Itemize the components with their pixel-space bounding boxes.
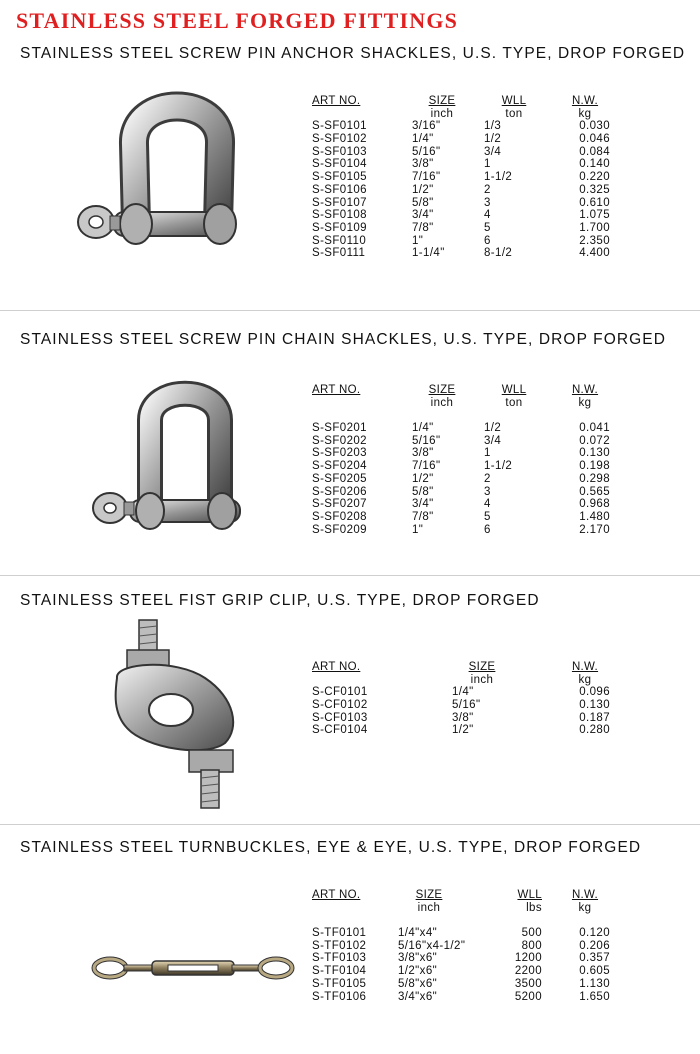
nw-value: 0.084 — [579, 145, 610, 158]
nw-value: 0.130 — [579, 699, 610, 712]
nw-value: 0.130 — [579, 447, 610, 460]
nw-value: 0.280 — [579, 724, 610, 737]
size-value: 5/8" — [412, 485, 434, 498]
wll-value: 1/3 — [484, 120, 502, 133]
size-value: 1/2" — [452, 724, 474, 737]
art-no: S-SF0111 — [312, 247, 366, 260]
size-value: 1/4" — [452, 686, 474, 699]
spec-table — [312, 95, 612, 295]
size-value: 1/4" — [412, 133, 434, 146]
size-value: 1/2" — [412, 472, 434, 485]
art-no: S-SF0110 — [312, 234, 367, 247]
nw-value: 1.075 — [579, 209, 610, 222]
size-value: 5/16" — [412, 434, 441, 447]
wll-value: 500 — [521, 927, 542, 940]
size-value: 3/4" — [412, 209, 434, 222]
wll-value: 3/4 — [484, 145, 502, 158]
art-no: S-SF0105 — [312, 171, 367, 184]
nw-value: 1.480 — [579, 510, 610, 523]
size-value: 5/8" — [412, 196, 434, 209]
art-no: S-SF0208 — [312, 510, 367, 523]
section-divider — [0, 824, 700, 825]
art-no: S-SF0106 — [312, 183, 367, 196]
size-value: 5/8"x6" — [398, 977, 438, 990]
art-no: S-SF0201 — [312, 422, 367, 435]
wll-value: 1-1/2 — [484, 460, 513, 473]
wll-value: 5 — [484, 221, 491, 234]
size-value: 5/16" — [412, 145, 441, 158]
col-header-size: SIZE — [428, 95, 456, 107]
art-no: S-SF0101 — [312, 120, 367, 133]
nw-value: 2.170 — [579, 523, 610, 536]
unit-wll: lbs — [526, 901, 542, 914]
size-value: 3/16" — [412, 120, 441, 133]
art-no: S-SF0103 — [312, 145, 367, 158]
size-value: 3/8" — [452, 711, 474, 724]
unit-size: inch — [417, 901, 441, 914]
wll-value: 1 — [484, 447, 491, 460]
nw-value: 0.357 — [579, 952, 610, 965]
wll-value: 6 — [484, 523, 491, 536]
fist-grip-clip-icon — [105, 618, 250, 813]
art-no: S-SF0206 — [312, 485, 367, 498]
wll-value: 800 — [521, 939, 542, 952]
art-no: S-CF0101 — [312, 686, 368, 699]
nw-value: 1.650 — [579, 990, 610, 1003]
anchor-shackle-icon — [74, 84, 244, 269]
unit-nw: kg — [578, 396, 592, 409]
size-value: 1/4"x4" — [398, 927, 438, 940]
wll-value: 4 — [484, 209, 491, 222]
art-no: S-SF0102 — [312, 133, 367, 146]
wll-value: 5 — [484, 510, 491, 523]
art-no: S-SF0104 — [312, 158, 367, 171]
col-header-wll: WLL — [501, 384, 527, 396]
size-value: 5/16" — [452, 699, 481, 712]
unit-size: inch — [470, 673, 494, 686]
nw-value: 2.350 — [579, 234, 610, 247]
art-no: S-SF0207 — [312, 498, 367, 511]
art-no: S-CF0103 — [312, 711, 368, 724]
nw-value: 1.700 — [579, 221, 610, 234]
col-header-art: ART NO. — [312, 95, 361, 107]
size-value: 7/8" — [412, 221, 434, 234]
nw-value: 0.325 — [579, 183, 610, 196]
nw-value: 0.096 — [579, 686, 610, 699]
nw-value: 0.198 — [579, 460, 610, 473]
size-value: 7/16" — [412, 460, 441, 473]
size-value: 1" — [412, 523, 424, 536]
size-value: 1/4" — [412, 422, 434, 435]
size-value: 3/8" — [412, 447, 434, 460]
nw-value: 0.072 — [579, 434, 610, 447]
col-header-wll: WLL — [517, 889, 542, 901]
art-no: S-TF0105 — [312, 977, 367, 990]
wll-value: 1200 — [514, 952, 542, 965]
wll-value: 2 — [484, 472, 491, 485]
col-header-nw: N.W. — [571, 95, 599, 107]
section-divider — [0, 575, 700, 576]
unit-nw: kg — [578, 107, 592, 120]
size-value: 5/16"x4-1/2" — [398, 939, 466, 952]
art-no: S-TF0106 — [312, 990, 367, 1003]
size-value: 3/4" — [412, 498, 434, 511]
size-value: 7/16" — [412, 171, 441, 184]
nw-value: 0.046 — [579, 133, 610, 146]
col-header-size: SIZE — [415, 889, 443, 901]
wll-value: 3 — [484, 485, 491, 498]
art-no: S-SF0205 — [312, 472, 367, 485]
wll-value: 6 — [484, 234, 491, 247]
nw-value: 0.220 — [579, 171, 610, 184]
col-header-wll: WLL — [501, 95, 527, 107]
art-no: S-CF0104 — [312, 724, 368, 737]
art-no: S-TF0103 — [312, 952, 367, 965]
nw-value: 0.030 — [579, 120, 610, 133]
col-header-size: SIZE — [428, 384, 456, 396]
col-header-art: ART NO. — [312, 661, 361, 673]
wll-value: 2 — [484, 183, 491, 196]
col-header-nw: N.W. — [571, 384, 599, 396]
art-no: S-SF0203 — [312, 447, 367, 460]
art-no: S-SF0204 — [312, 460, 367, 473]
wll-value: 3 — [484, 196, 491, 209]
size-value: 3/8" — [412, 158, 434, 171]
wll-value: 1 — [484, 158, 491, 171]
art-no: S-SF0209 — [312, 523, 367, 536]
chain-shackle-icon — [80, 380, 245, 555]
size-value: 1/2"x6" — [398, 965, 438, 978]
unit-size: inch — [430, 107, 454, 120]
unit-wll: ton — [505, 107, 523, 120]
wll-value: 3/4 — [484, 434, 502, 447]
turnbuckle-icon — [90, 950, 295, 986]
art-no: S-TF0102 — [312, 939, 367, 952]
unit-wll: ton — [505, 396, 523, 409]
size-value: 7/8" — [412, 510, 434, 523]
art-no: S-SF0107 — [312, 196, 367, 209]
spec-table — [312, 889, 612, 1029]
art-no: S-SF0202 — [312, 434, 367, 447]
size-value: 1-1/4" — [412, 247, 445, 260]
size-value: 1/2" — [412, 183, 434, 196]
art-no: S-TF0104 — [312, 965, 367, 978]
spec-table — [312, 384, 612, 564]
section-title: STAINLESS STEEL SCREW PIN CHAIN SHACKLES, U.S. TYPE, DROP FORGED — [20, 331, 667, 348]
wll-value: 3500 — [514, 977, 542, 990]
art-no: S-SF0108 — [312, 209, 367, 222]
section-divider — [0, 310, 700, 311]
art-no: S-TF0101 — [312, 927, 367, 940]
unit-size: inch — [430, 396, 454, 409]
section-title: STAINLESS STEEL FIST GRIP CLIP, U.S. TYPE, DROP FORGED — [20, 592, 540, 609]
col-header-nw: N.W. — [571, 661, 599, 673]
art-no: S-SF0109 — [312, 221, 367, 234]
nw-value: 0.187 — [579, 711, 610, 724]
size-value: 3/4"x6" — [398, 990, 438, 1003]
wll-value: 4 — [484, 498, 491, 511]
nw-value: 0.968 — [579, 498, 610, 511]
page-title: STAINLESS STEEL FORGED FITTINGS — [16, 8, 459, 33]
wll-value: 5200 — [514, 990, 542, 1003]
spec-table — [312, 661, 612, 771]
nw-value: 0.298 — [579, 472, 610, 485]
unit-nw: kg — [578, 901, 592, 914]
wll-value: 1-1/2 — [484, 171, 513, 184]
wll-value: 8-1/2 — [484, 247, 513, 260]
section-title: STAINLESS STEEL SCREW PIN ANCHOR SHACKLES, U.S. TYPE, DROP FORGED — [20, 45, 686, 62]
nw-value: 0.041 — [579, 422, 610, 435]
col-header-size: SIZE — [468, 661, 496, 673]
wll-value: 1/2 — [484, 422, 502, 435]
nw-value: 4.400 — [579, 247, 610, 260]
nw-value: 0.206 — [579, 939, 610, 952]
size-value: 3/8"x6" — [398, 952, 438, 965]
size-value: 1" — [412, 234, 424, 247]
col-header-art: ART NO. — [312, 384, 361, 396]
unit-nw: kg — [578, 673, 592, 686]
art-no: S-CF0102 — [312, 699, 368, 712]
section-title: STAINLESS STEEL TURNBUCKLES, EYE & EYE, U.S. TYPE, DROP FORGED — [20, 839, 642, 856]
nw-value: 0.610 — [579, 196, 610, 209]
nw-value: 0.140 — [579, 158, 610, 171]
wll-value: 1/2 — [484, 133, 502, 146]
nw-value: 0.120 — [579, 927, 610, 940]
wll-value: 2200 — [514, 965, 542, 978]
nw-value: 0.605 — [579, 965, 610, 978]
col-header-nw: N.W. — [571, 889, 599, 901]
nw-value: 1.130 — [579, 977, 610, 990]
col-header-art: ART NO. — [312, 889, 361, 901]
nw-value: 0.565 — [579, 485, 610, 498]
